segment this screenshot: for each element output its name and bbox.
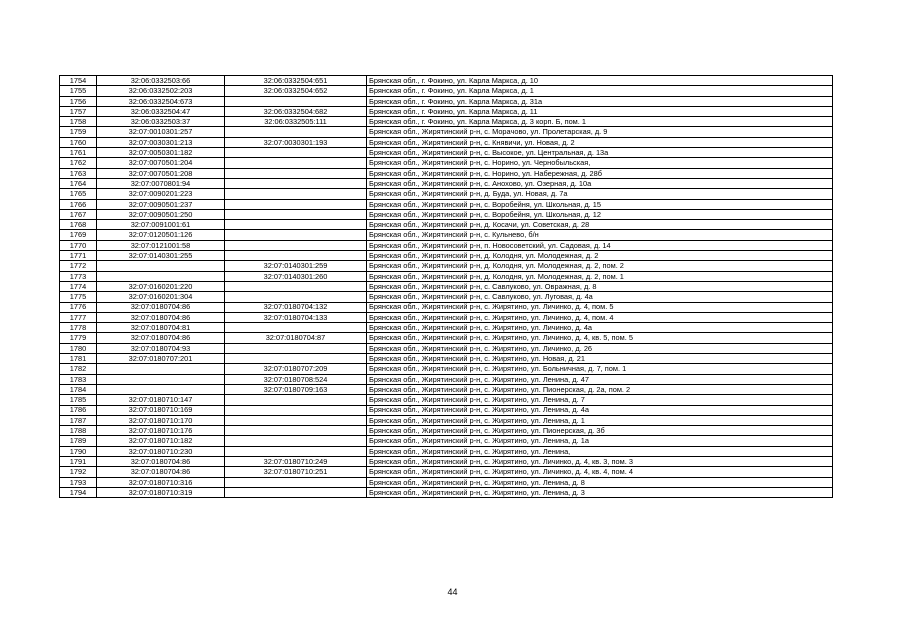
object-cadastral-number-cell	[225, 436, 367, 446]
table-row	[60, 343, 833, 353]
cadastral-number-cell: 32:07:0090501:250	[97, 209, 225, 219]
table-row	[60, 96, 833, 106]
address-cell: Брянская обл., Жирятинский р-н, с. Жирятино, ул. Личинко, д. 4, пом. 4	[367, 312, 833, 322]
cadastral-number-cell: 32:07:0070501:208	[97, 168, 225, 178]
table-row	[60, 148, 833, 158]
cadastral-number-cell: 32:07:0160201:220	[97, 281, 225, 291]
address-cell: Брянская обл., Жирятинский р-н, с. Высокое, ул. Центральная, д. 13а	[367, 148, 833, 158]
row-number-cell: 1765	[60, 189, 97, 199]
cadastral-number-cell: 32:07:0180704:86	[97, 467, 225, 477]
object-cadastral-number-cell	[225, 426, 367, 436]
table-row	[60, 374, 833, 384]
address-cell: Брянская обл., Жирятинский р-н, с. Жирятино, ул. Личинко, д. 26	[367, 343, 833, 353]
address-cell: Брянская обл., г. Фокино, ул. Карла Маркса, д. 31а	[367, 96, 833, 106]
address-cell: Брянская обл., Жирятинский р-н, д. Колодня, ул. Молодежная, д. 2, пом. 1	[367, 271, 833, 281]
cadastral-number-cell: 32:07:0180710:169	[97, 405, 225, 415]
cadastral-number-cell: 32:07:0180704:93	[97, 343, 225, 353]
object-cadastral-number-cell	[225, 487, 367, 497]
address-cell: Брянская обл., Жирятинский р-н, с. Жирятино, ул. Ленина,	[367, 446, 833, 456]
cadastral-number-cell: 32:06:0332503:37	[97, 117, 225, 127]
cadastral-number-cell: 32:07:0090201:223	[97, 189, 225, 199]
row-number-cell: 1770	[60, 240, 97, 250]
table-row	[60, 251, 833, 261]
cadastral-number-cell: 32:07:0180710:230	[97, 446, 225, 456]
address-cell: Брянская обл., Жирятинский р-н, с. Жирятино, ул. Личинко, д. 4а	[367, 323, 833, 333]
row-number-cell: 1767	[60, 209, 97, 219]
row-number-cell: 1772	[60, 261, 97, 271]
object-cadastral-number-cell: 32:07:0180704:87	[225, 333, 367, 343]
table-row	[60, 323, 833, 333]
cadastral-number-cell: 32:07:0180707:201	[97, 354, 225, 364]
address-cell: Брянская обл., г. Фокино, ул. Карла Маркса, д. 1	[367, 86, 833, 96]
address-cell: Брянская обл., Жирятинский р-н, с. Жирятино, ул. Пионерская, д. 3б	[367, 426, 833, 436]
object-cadastral-number-cell	[225, 178, 367, 188]
cadastral-number-cell: 32:07:0180704:86	[97, 333, 225, 343]
row-number-cell: 1768	[60, 220, 97, 230]
cadastral-number-cell: 32:07:0180704:86	[97, 456, 225, 466]
row-number-cell: 1792	[60, 467, 97, 477]
row-number-cell: 1794	[60, 487, 97, 497]
page-number: 44	[447, 587, 458, 597]
object-cadastral-number-cell	[225, 354, 367, 364]
row-number-cell: 1786	[60, 405, 97, 415]
object-cadastral-number-cell	[225, 220, 367, 230]
cadastral-number-cell: 32:07:0030301:213	[97, 137, 225, 147]
row-number-cell: 1774	[60, 281, 97, 291]
cadastral-number-cell	[97, 261, 225, 271]
object-cadastral-number-cell: 32:07:0030301:193	[225, 137, 367, 147]
address-cell: Брянская обл., Жирятинский р-н, с. Кульнево, б/н	[367, 230, 833, 240]
address-cell: Брянская обл., Жирятинский р-н, с. Жирятино, ул. Ленина, д. 1	[367, 415, 833, 425]
object-cadastral-number-cell	[225, 148, 367, 158]
address-cell: Брянская обл., Жирятинский р-н, д. Колодня, ул. Молодежная, д. 2, пом. 2	[367, 261, 833, 271]
cadastral-number-cell: 32:07:0010301:257	[97, 127, 225, 137]
cadastral-number-cell	[97, 271, 225, 281]
table-row	[60, 415, 833, 425]
address-cell: Брянская обл., Жирятинский р-н, п. Новосоветский, ул. Садовая, д. 14	[367, 240, 833, 250]
table-row	[60, 220, 833, 230]
address-cell: Брянская обл., Жирятинский р-н, с. Морачово, ул. Пролетарская, д. 9	[367, 127, 833, 137]
object-cadastral-number-cell	[225, 292, 367, 302]
cadastral-number-cell: 32:07:0070501:204	[97, 158, 225, 168]
registry-table-body	[60, 76, 833, 498]
table-row	[60, 333, 833, 343]
table-row	[60, 436, 833, 446]
table-row	[60, 302, 833, 312]
row-number-cell: 1756	[60, 96, 97, 106]
address-cell: Брянская обл., Жирятинский р-н, с. Жирятино, ул. Личинко, д. 4, кв. 5, пом. 5	[367, 333, 833, 343]
object-cadastral-number-cell	[225, 230, 367, 240]
object-cadastral-number-cell: 32:07:0180708:524	[225, 374, 367, 384]
row-number-cell: 1779	[60, 333, 97, 343]
cadastral-number-cell: 32:07:0050301:182	[97, 148, 225, 158]
table-row	[60, 292, 833, 302]
object-cadastral-number-cell: 32:07:0180707:209	[225, 364, 367, 374]
object-cadastral-number-cell	[225, 251, 367, 261]
row-number-cell: 1764	[60, 178, 97, 188]
object-cadastral-number-cell: 32:06:0332505:111	[225, 117, 367, 127]
address-cell: Брянская обл., Жирятинский р-н, с. Жирятино, ул. Личинко, д. 4, пом. 5	[367, 302, 833, 312]
object-cadastral-number-cell	[225, 405, 367, 415]
table-row	[60, 405, 833, 415]
row-number-cell: 1763	[60, 168, 97, 178]
row-number-cell: 1775	[60, 292, 97, 302]
object-cadastral-number-cell	[225, 189, 367, 199]
address-cell: Брянская обл., Жирятинский р-н, д. Колодня, ул. Молодежная, д. 2	[367, 251, 833, 261]
object-cadastral-number-cell: 32:07:0140301:260	[225, 271, 367, 281]
table-row	[60, 137, 833, 147]
object-cadastral-number-cell: 32:07:0180704:133	[225, 312, 367, 322]
table-row	[60, 76, 833, 86]
row-number-cell: 1766	[60, 199, 97, 209]
table-row	[60, 395, 833, 405]
object-cadastral-number-cell	[225, 323, 367, 333]
cadastral-number-cell: 32:07:0180704:86	[97, 302, 225, 312]
object-cadastral-number-cell	[225, 168, 367, 178]
address-cell: Брянская обл., Жирятинский р-н, с. Норино, ул. Чернобыльская,	[367, 158, 833, 168]
cadastral-number-cell: 32:06:0332504:673	[97, 96, 225, 106]
object-cadastral-number-cell	[225, 281, 367, 291]
cadastral-number-cell: 32:06:0332504:47	[97, 106, 225, 116]
table-row	[60, 240, 833, 250]
address-cell: Брянская обл., Жирятинский р-н, д. Косачи, ул. Советская, д. 28	[367, 220, 833, 230]
address-cell: Брянская обл., Жирятинский р-н, с. Жирятино, ул. Ленина, д. 1а	[367, 436, 833, 446]
row-number-cell: 1760	[60, 137, 97, 147]
cadastral-number-cell: 32:07:0120501:126	[97, 230, 225, 240]
cadastral-number-cell: 32:07:0180710:319	[97, 487, 225, 497]
address-cell: Брянская обл., Жирятинский р-н, с. Княвичи, ул. Новая, д. 2	[367, 137, 833, 147]
object-cadastral-number-cell	[225, 395, 367, 405]
address-cell: Брянская обл., Жирятинский р-н, с. Жирятино, ул. Личинко, д. 4, кв. 4, пом. 4	[367, 467, 833, 477]
cadastral-number-cell: 32:07:0180710:316	[97, 477, 225, 487]
row-number-cell: 1791	[60, 456, 97, 466]
object-cadastral-number-cell: 32:07:0180710:249	[225, 456, 367, 466]
address-cell: Брянская обл., Жирятинский р-н, с. Савлуково, ул. Овражная, д. 8	[367, 281, 833, 291]
address-cell: Брянская обл., Жирятинский р-н, с. Жирятино, ул. Ленина, д. 47	[367, 374, 833, 384]
row-number-cell: 1785	[60, 395, 97, 405]
table-row	[60, 446, 833, 456]
object-cadastral-number-cell: 32:07:0180710:251	[225, 467, 367, 477]
object-cadastral-number-cell: 32:06:0332504:651	[225, 76, 367, 86]
object-cadastral-number-cell: 32:06:0332504:652	[225, 86, 367, 96]
table-row	[60, 86, 833, 96]
cadastral-number-cell: 32:06:0332502:203	[97, 86, 225, 96]
cadastral-number-cell: 32:07:0180710:176	[97, 426, 225, 436]
table-row	[60, 178, 833, 188]
row-number-cell: 1788	[60, 426, 97, 436]
row-number-cell: 1783	[60, 374, 97, 384]
cadastral-number-cell: 32:07:0090501:237	[97, 199, 225, 209]
address-cell: Брянская обл., г. Фокино, ул. Карла Маркса, д. 11	[367, 106, 833, 116]
cadastral-number-cell: 32:07:0070801:94	[97, 178, 225, 188]
row-number-cell: 1761	[60, 148, 97, 158]
table-row	[60, 209, 833, 219]
table-row	[60, 189, 833, 199]
table-row	[60, 312, 833, 322]
cadastral-number-cell: 32:07:0180710:170	[97, 415, 225, 425]
object-cadastral-number-cell	[225, 477, 367, 487]
table-row	[60, 456, 833, 466]
cadastral-number-cell: 32:07:0180704:86	[97, 312, 225, 322]
row-number-cell: 1755	[60, 86, 97, 96]
address-cell: Брянская обл., Жирятинский р-н, д. Буда, ул. Новая, д. 7а	[367, 189, 833, 199]
row-number-cell: 1773	[60, 271, 97, 281]
table-row	[60, 230, 833, 240]
address-cell: Брянская обл., Жирятинский р-н, с. Жирятино, ул. Ленина, д. 8	[367, 477, 833, 487]
table-row	[60, 106, 833, 116]
object-cadastral-number-cell: 32:06:0332504:682	[225, 106, 367, 116]
address-cell: Брянская обл., Жирятинский р-н, с. Воробейня, ул. Школьная, д. 15	[367, 199, 833, 209]
object-cadastral-number-cell	[225, 158, 367, 168]
row-number-cell: 1762	[60, 158, 97, 168]
table-row	[60, 168, 833, 178]
object-cadastral-number-cell	[225, 209, 367, 219]
address-cell: Брянская обл., Жирятинский р-н, с. Жирятино, ул. Ленина, д. 3	[367, 487, 833, 497]
table-row	[60, 487, 833, 497]
row-number-cell: 1757	[60, 106, 97, 116]
row-number-cell: 1771	[60, 251, 97, 261]
address-cell: Брянская обл., Жирятинский р-н, с. Анохово, ул. Озерная, д. 10а	[367, 178, 833, 188]
row-number-cell: 1781	[60, 354, 97, 364]
table-row	[60, 127, 833, 137]
cadastral-number-cell: 32:07:0140301:255	[97, 251, 225, 261]
row-number-cell: 1787	[60, 415, 97, 425]
row-number-cell: 1789	[60, 436, 97, 446]
cadastral-number-cell: 32:06:0332503:66	[97, 76, 225, 86]
cadastral-number-cell	[97, 384, 225, 394]
row-number-cell: 1790	[60, 446, 97, 456]
row-number-cell: 1776	[60, 302, 97, 312]
row-number-cell: 1778	[60, 323, 97, 333]
row-number-cell: 1793	[60, 477, 97, 487]
address-cell: Брянская обл., Жирятинский р-н, с. Савлуково, ул. Луговая, д. 4а	[367, 292, 833, 302]
cadastral-number-cell	[97, 374, 225, 384]
address-cell: Брянская обл., Жирятинский р-н, с. Жирятино, ул. Пионерская, д. 2а, пом. 2	[367, 384, 833, 394]
row-number-cell: 1782	[60, 364, 97, 374]
row-number-cell: 1777	[60, 312, 97, 322]
object-cadastral-number-cell	[225, 343, 367, 353]
row-number-cell: 1780	[60, 343, 97, 353]
object-cadastral-number-cell: 32:07:0180709:163	[225, 384, 367, 394]
table-row	[60, 467, 833, 477]
cadastral-number-cell: 32:07:0180710:147	[97, 395, 225, 405]
address-cell: Брянская обл., Жирятинский р-н, с. Жирятино, ул. Ленина, д. 4а	[367, 405, 833, 415]
address-cell: Брянская обл., Жирятинский р-н, с. Жирятино, ул. Больничная, д. 7, пом. 1	[367, 364, 833, 374]
address-cell: Брянская обл., Жирятинский р-н, с. Жирятино, ул. Личинко, д. 4, кв. 3, пом. 3	[367, 456, 833, 466]
table-row	[60, 261, 833, 271]
table-row	[60, 384, 833, 394]
object-cadastral-number-cell	[225, 199, 367, 209]
row-number-cell: 1758	[60, 117, 97, 127]
address-cell: Брянская обл., г. Фокино, ул. Карла Маркса, д. 3 корп. Б, пом. 1	[367, 117, 833, 127]
table-row	[60, 364, 833, 374]
object-cadastral-number-cell: 32:07:0140301:259	[225, 261, 367, 271]
table-row	[60, 354, 833, 364]
address-cell: Брянская обл., Жирятинский р-н, с. Жирятино, ул. Новая, д. 21	[367, 354, 833, 364]
address-cell: Брянская обл., г. Фокино, ул. Карла Маркса, д. 10	[367, 76, 833, 86]
table-row	[60, 199, 833, 209]
row-number-cell: 1769	[60, 230, 97, 240]
table-row	[60, 158, 833, 168]
table-row	[60, 271, 833, 281]
registry-table	[59, 75, 833, 498]
cadastral-number-cell: 32:07:0160201:304	[97, 292, 225, 302]
object-cadastral-number-cell	[225, 240, 367, 250]
object-cadastral-number-cell	[225, 127, 367, 137]
cadastral-number-cell: 32:07:0180710:182	[97, 436, 225, 446]
address-cell: Брянская обл., Жирятинский р-н, с. Воробейня, ул. Школьная, д. 12	[367, 209, 833, 219]
row-number-cell: 1759	[60, 127, 97, 137]
cadastral-number-cell	[97, 364, 225, 374]
row-number-cell: 1754	[60, 76, 97, 86]
row-number-cell: 1784	[60, 384, 97, 394]
table-row	[60, 281, 833, 291]
object-cadastral-number-cell	[225, 415, 367, 425]
cadastral-number-cell: 32:07:0091001:61	[97, 220, 225, 230]
address-cell: Брянская обл., Жирятинский р-н, с. Жирятино, ул. Ленина, д. 7	[367, 395, 833, 405]
table-row	[60, 117, 833, 127]
cadastral-number-cell: 32:07:0180704:81	[97, 323, 225, 333]
object-cadastral-number-cell	[225, 96, 367, 106]
address-cell: Брянская обл., Жирятинский р-н, с. Норино, ул. Набережная, д. 28б	[367, 168, 833, 178]
object-cadastral-number-cell: 32:07:0180704:132	[225, 302, 367, 312]
object-cadastral-number-cell	[225, 446, 367, 456]
table-row	[60, 477, 833, 487]
cadastral-number-cell: 32:07:0121001:58	[97, 240, 225, 250]
table-row	[60, 426, 833, 436]
